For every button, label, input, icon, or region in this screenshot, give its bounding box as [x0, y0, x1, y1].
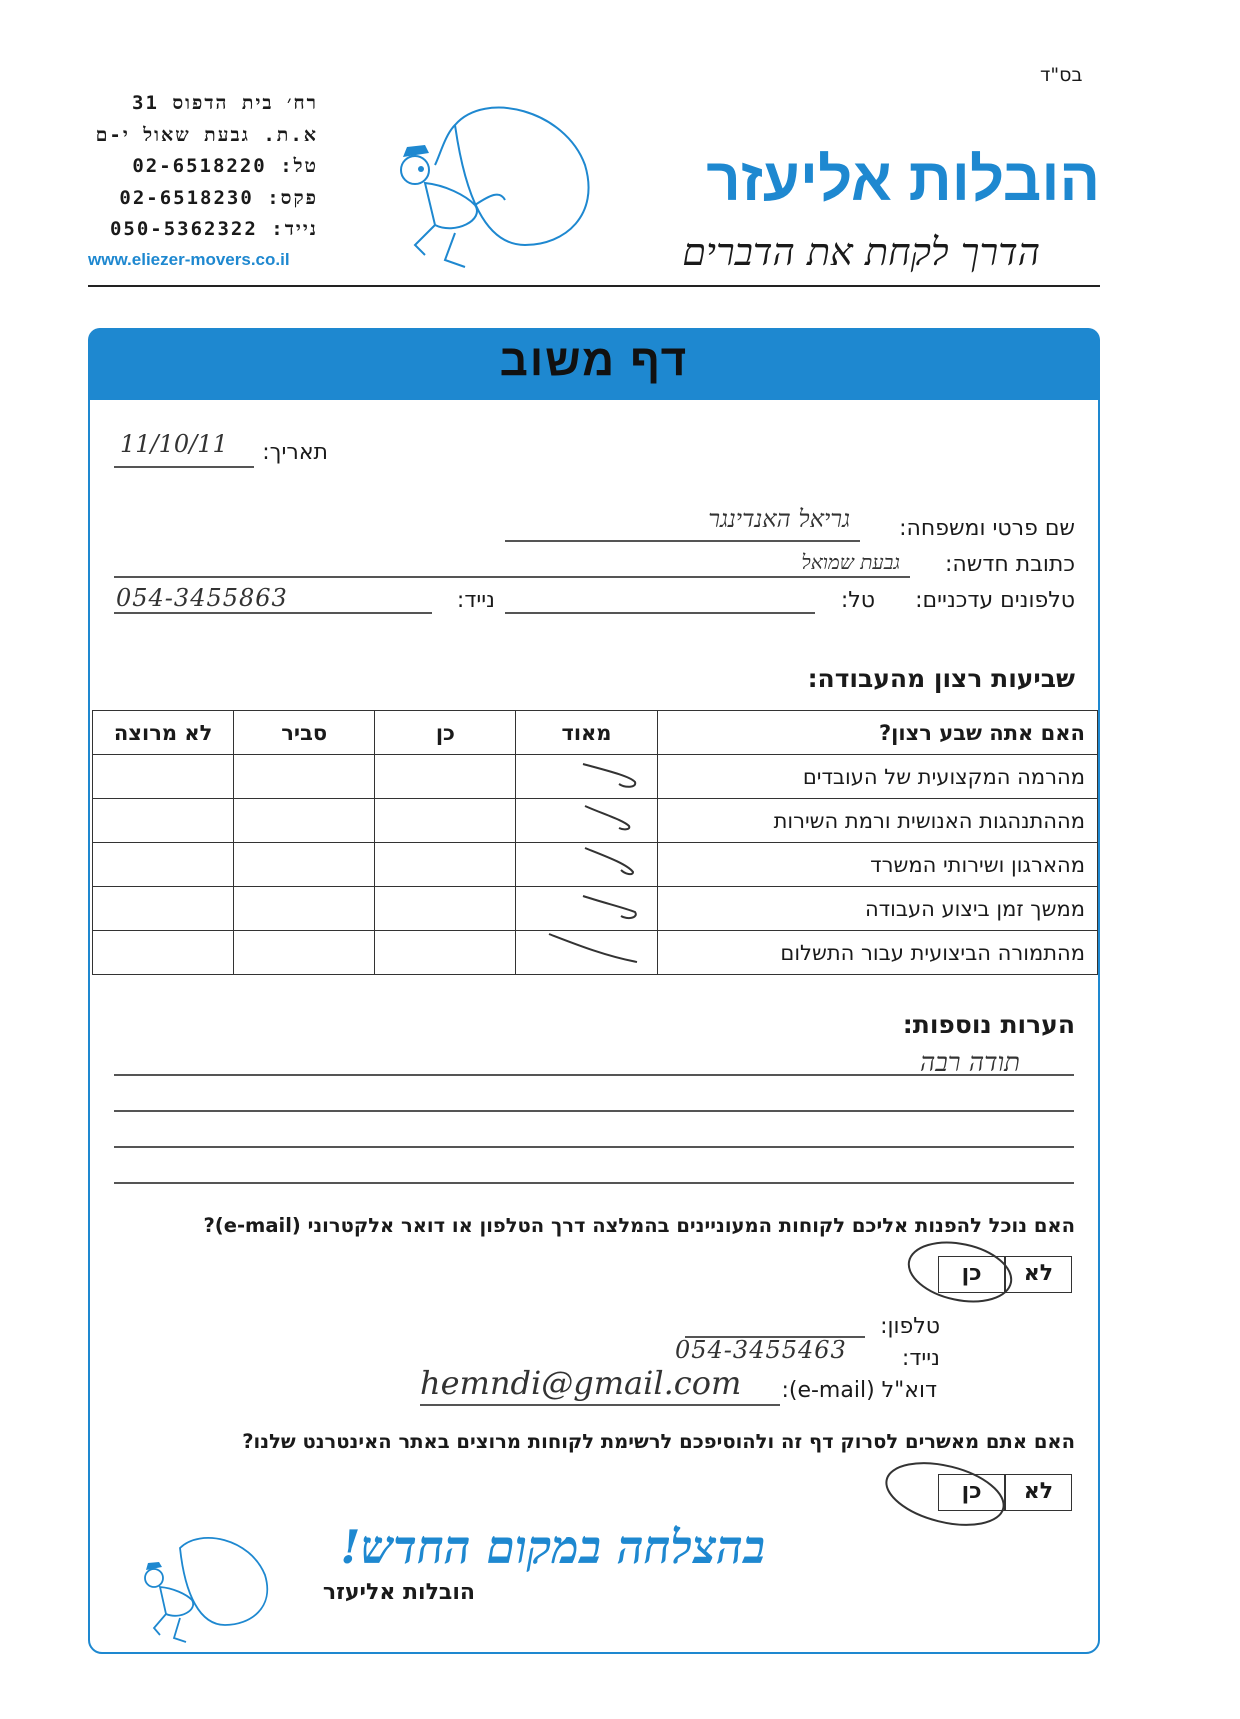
- address-field-line[interactable]: [114, 576, 910, 578]
- new-address-label: כתובת חדשה:: [944, 552, 1075, 577]
- footer-slogan: בהצלחה במקום החדש!: [340, 1520, 765, 1574]
- check-mark-icon: [545, 932, 645, 968]
- permission-mobile-label: נייד:: [901, 1346, 940, 1371]
- yes-option[interactable]: כן: [961, 1261, 982, 1286]
- check-mark-icon: [575, 844, 645, 880]
- address-line-2: א.ת. גבעת שאול י-ם: [95, 123, 318, 146]
- phone-line: טל: 02-6518220: [132, 155, 318, 177]
- check-mark-icon: [575, 756, 645, 792]
- address-value: גבעת שמואל: [801, 550, 900, 574]
- mobile-value: 054-3455863: [116, 584, 288, 612]
- answer-cell-very[interactable]: [516, 799, 657, 843]
- tel-label: טל:: [840, 588, 875, 613]
- table-row: [93, 799, 1098, 843]
- column-header-question: האם אתה שבע רצון?: [657, 711, 1097, 755]
- question-cell: מהרמה המקצועית של העובדים: [657, 755, 1097, 799]
- mobile-label: נייד:: [456, 588, 495, 613]
- selection-circle-icon: [875, 1456, 1015, 1532]
- question-cell: מהתמורה הביצועית עבור התשלום: [657, 931, 1097, 975]
- publish-permission-question: האם אתם מאשרים לסרוק דף זה ולהוסיפכם לרשימת לקוחות מרוצים באתר האינטרנט שלנו?: [242, 1430, 1075, 1453]
- answer-cell-not-satisfied[interactable]: [93, 799, 234, 843]
- date-label: תאריך:: [262, 440, 328, 465]
- mobile-field-line[interactable]: [114, 612, 432, 614]
- name-label: שם פרטי ומשפחה:: [899, 516, 1075, 541]
- answer-cell-not-satisfied[interactable]: [93, 843, 234, 887]
- comments-heading: הערות נוספות:: [902, 1010, 1075, 1039]
- date-field-line[interactable]: [114, 466, 254, 468]
- column-header-fair: סביר: [234, 711, 375, 755]
- date-value: 11/10/11: [120, 430, 228, 458]
- answer-cell-yes[interactable]: [375, 799, 516, 843]
- fax-line: פקס: 02-6518230: [119, 186, 318, 209]
- question-cell: מההתנהגות האנושית ורמת השירות: [657, 799, 1097, 843]
- name-field-line[interactable]: [505, 540, 860, 542]
- no-option[interactable]: לא: [1023, 1479, 1054, 1504]
- no-option[interactable]: לא: [1023, 1261, 1054, 1286]
- answer-cell-yes[interactable]: [375, 843, 516, 887]
- column-header-yes: כן: [375, 711, 516, 755]
- form-title: דף משוב: [499, 336, 689, 385]
- comment-text: תודה רבה: [920, 1048, 1020, 1078]
- table-row: [93, 843, 1098, 887]
- footer-brand: הובלות אליעזר: [322, 1580, 475, 1605]
- answer-cell-very[interactable]: [516, 755, 657, 799]
- table-row: [93, 887, 1098, 931]
- address-line-1: רח׳ בית הדפוס 31: [132, 92, 318, 114]
- company-slogan: הדרך לקחת את הדברים: [682, 230, 1040, 274]
- answer-cell-yes[interactable]: [375, 931, 516, 975]
- answer-cell-not-satisfied[interactable]: [93, 887, 234, 931]
- contact-permission-question: האם נוכל להפנות אליכם לקוחות המעוניינים בהמלצה דרך הטלפון או דואר אלקטרוני (e-mail)?: [203, 1214, 1075, 1237]
- column-header-very: מאוד: [516, 711, 657, 755]
- satisfaction-heading: שביעות רצון מהעבודה:: [807, 664, 1075, 693]
- company-brand-name: הובלות אליעזר: [706, 146, 1100, 213]
- permission-email-line[interactable]: [420, 1404, 780, 1406]
- answer-cell-fair[interactable]: [234, 887, 375, 931]
- answer-cell-fair[interactable]: [234, 931, 375, 975]
- permission-email-label: דוא"ל (e-mail):: [781, 1378, 937, 1403]
- comment-line-2[interactable]: [114, 1110, 1074, 1112]
- check-mark-icon: [575, 888, 645, 924]
- table-row: [93, 931, 1098, 975]
- permission-phone-label: טלפון:: [880, 1314, 940, 1339]
- selection-circle-icon: [900, 1236, 1020, 1308]
- question-cell: ממשך זמן ביצוע העבודה: [657, 887, 1097, 931]
- company-contact-block: [88, 88, 318, 246]
- answer-cell-very[interactable]: [516, 887, 657, 931]
- permission-mobile-value: 054-3455463: [675, 1336, 847, 1364]
- website-link[interactable]: www.eliezer-movers.co.il: [88, 250, 290, 269]
- answer-cell-very[interactable]: [516, 843, 657, 887]
- comment-line-4[interactable]: [114, 1182, 1074, 1184]
- answer-cell-fair[interactable]: [234, 843, 375, 887]
- tel-field-line[interactable]: [505, 612, 815, 614]
- column-header-not-satisfied: לא מרוצה: [93, 711, 234, 755]
- comment-line-3[interactable]: [114, 1146, 1074, 1148]
- satisfaction-table: [92, 710, 1098, 975]
- permission-email-value: hemndi@gmail.com: [420, 1364, 742, 1402]
- mascot-mover-small-logo: [140, 1530, 280, 1655]
- table-row: [93, 755, 1098, 799]
- bsd-mark: בס"ד: [1040, 64, 1083, 86]
- mascot-mover-logo: [395, 95, 605, 295]
- answer-cell-yes[interactable]: [375, 755, 516, 799]
- name-value: גריאל האנדינגר: [708, 505, 850, 533]
- header-divider: [88, 285, 1100, 287]
- table-header-row: [93, 711, 1098, 755]
- answer-cell-yes[interactable]: [375, 887, 516, 931]
- answer-cell-not-satisfied[interactable]: [93, 755, 234, 799]
- answer-cell-very[interactable]: [516, 931, 657, 975]
- answer-cell-fair[interactable]: [234, 799, 375, 843]
- answer-cell-not-satisfied[interactable]: [93, 931, 234, 975]
- answer-cell-fair[interactable]: [234, 755, 375, 799]
- current-phones-label: טלפונים עדכניים:: [915, 588, 1075, 613]
- yes-option[interactable]: כן: [961, 1479, 982, 1504]
- question-cell: מהארגון ושירותי המשרד: [657, 843, 1097, 887]
- check-mark-icon: [575, 800, 645, 836]
- mobile-line: נייד: 050-5362322: [109, 218, 318, 240]
